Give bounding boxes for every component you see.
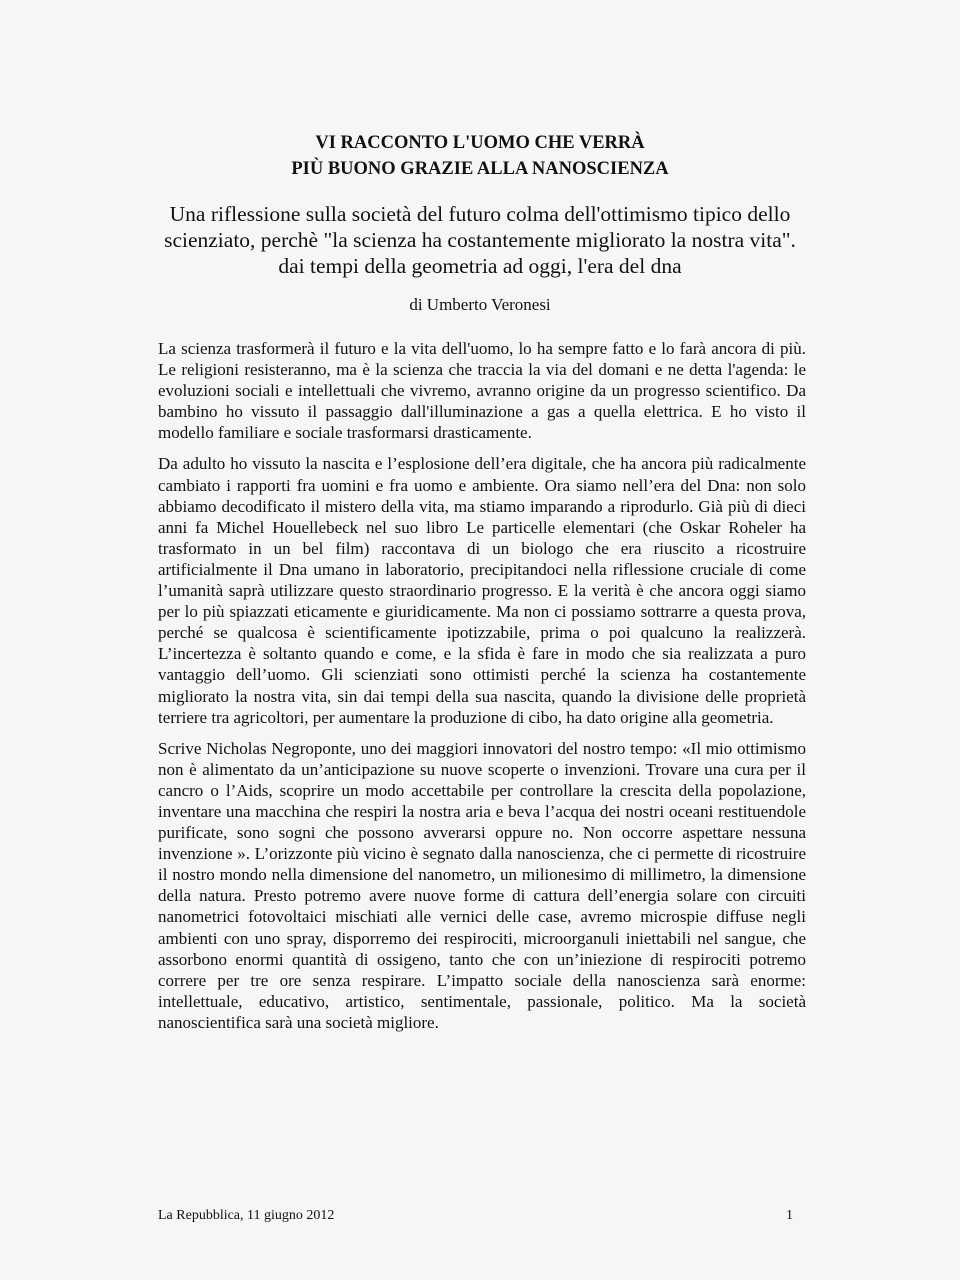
byline: di Umberto Veronesi — [409, 295, 551, 314]
article-title — [0, 130, 960, 182]
paragraph-2: Da adulto ho vissuto la nascita e l’esplosione dell’era digitale, che ha ancora più radicalmente cambiato i rapporti fra uomini e fra uomo e ambiente. Ora siamo nell’era del Dna: non solo abbiamo decodificato il mistero della vita, ma stiamo imparando a riprodurlo. Già più di dieci anni fa Michel Houellebeck nel suo libro Le particelle elementari (che Oskar Roheler ha trasformato in un bel film) raccontava di un biologo che era riuscito a ricostruire artificialmente il Dna umano in laboratorio, precipitandoci nella riflessione cruciale di come l’umanità saprà utilizzare questo straordinario progresso. E la verità è che ancora oggi siamo per lo più spiazzati eticamente e giuridicamente. Ma non ci possiamo sottrarre a questa prova, perché se qualcosa è scientificamente ipotizzabile, prima o poi qualcuno la realizzerà. L’incertezza è soltanto quando e come, e la sfida è fare in modo che sia realizzata a puro vantaggio dell’uomo. Gli scienziati sono ottimisti perché la scienza ha costantemente migliorato la nostra vita, sin dai tempi della sua nascita, quando la divisione delle proprietà terriere tra agricoltori, per aumentare la produzione di cibo, ha dato origine alla geometria. — [158, 454, 806, 727]
subtitle-line-2: scienziato, perchè "la scienza ha costantemente migliorato la nostra vita". — [164, 228, 796, 252]
page-number: 1 — [786, 1208, 793, 1223]
paragraph-3: Scrive Nicholas Negroponte, uno dei maggiori innovatori del nostro tempo: «Il mio ottimismo non è alimentato da un’anticipazione su nuove scoperte o invenzioni. Trovare una cura per il cancro o l’Aids, scoprire un modo accettabile per controllare la crescita della popolazione, inventare una macchina che respiri la nostra aria e beva l’acqua dei nostri oceani restituendole purificate, sono sogni che possono avverarsi oppure no. Non occorre aspettare nessuna invenzione ». L’orizzonte più vicino è segnato dalla nanoscienza, che ci permette di ricostruire il nostro mondo nella dimensione del nanometro, un milionesimo di millimetro, la dimensione della natura. Presto potremo avere nuove forme di cattura dell’energia solare con circuiti nanometrici fotovoltaici mischiati alle vernici delle case, avremo microspie diffuse negli ambienti con uno spray, disporremo dei respirociti, microorganuli iniettabili nel sangue, che assorbono enormi quantità di ossigeno, tanto che con un’iniezione di respirociti potremo correre per tre ore senza respirare. L’impatto sociale della nanoscienza sarà enorme: intellettuale, educativo, artistico, sentimentale, passionale, politico. Ma la società nanoscientifica sarà una società migliore. — [158, 738, 806, 1032]
subtitle-line-3: dai tempi della geometria ad oggi, l'era del dna — [278, 254, 682, 278]
article-subtitle — [0, 201, 960, 279]
title-line-1: VI RACCONTO L'UOMO CHE VERRÀ — [315, 133, 645, 153]
subtitle-line-1: Una riflessione sulla società del futuro colma dell'ottimismo tipico dello — [169, 202, 791, 226]
footer-source: La Repubblica, 11 giugno 2012 — [158, 1208, 335, 1223]
title-line-2: PIÙ BUONO GRAZIE ALLA NANOSCIENZA — [291, 159, 669, 179]
article-body — [158, 338, 806, 1043]
paragraph-1: La scienza trasformerà il futuro e la vita dell'uomo, lo ha sempre fatto e lo farà ancora di più. Le religioni resisteranno, ma è la scienza che traccia la via del domani e ne detta l'agenda: le evoluzioni sociali e intellettuali che vivremo, avranno origine da un progresso scientifico. Da bambino ho vissuto il passaggio dall'illuminazione a gas a quella elettrica. E ho visto il modello familiare e sociale trasformarsi drasticamente. — [158, 339, 806, 443]
